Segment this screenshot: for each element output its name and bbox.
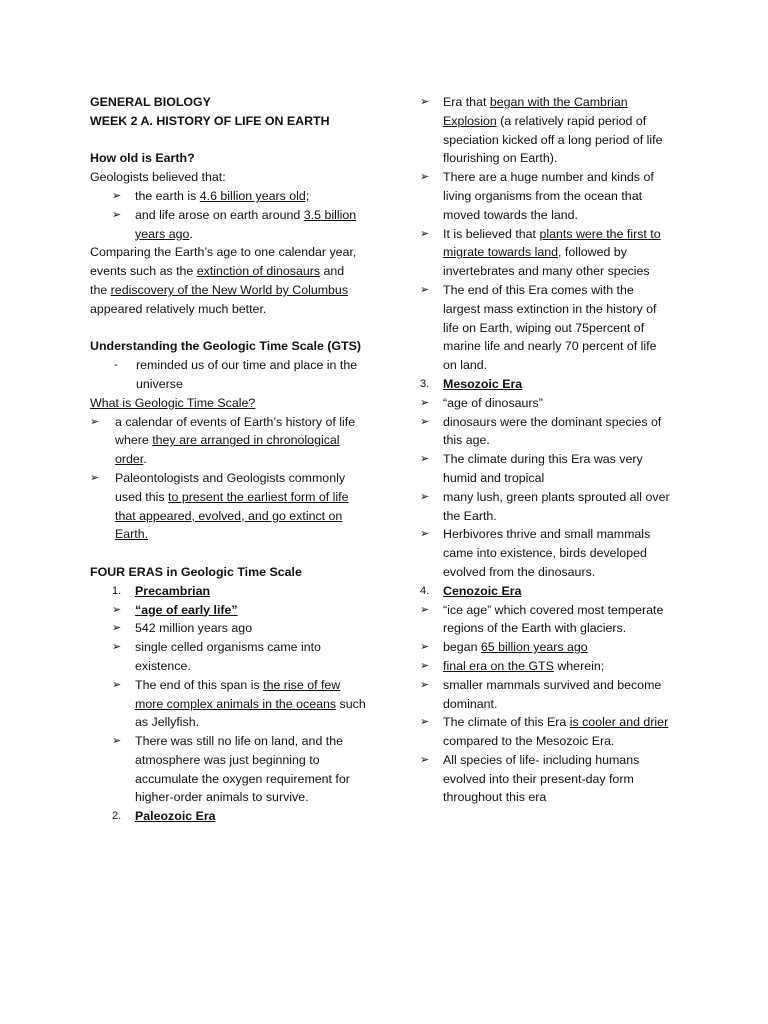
list-item: ➢ “age of dinosaurs” [420, 394, 682, 413]
era-heading-paleozoic: 2. Paleozoic Era [112, 809, 216, 824]
arrow-bullet-icon: ➢ [112, 641, 122, 654]
list-item: - reminded us of our time and place in the universe [114, 358, 358, 391]
list-item: ➢ It is believed that plants were the first to migrate towards land, followed by invertebrates and many other species [420, 226, 661, 279]
arrow-bullet-icon: ➢ [112, 603, 122, 616]
arrow-bullet-icon: ➢ [112, 622, 122, 635]
list-item: ➢ Herbivores thrive and small mammals came into existence, birds developed evolved from the dinosaurs. [420, 527, 651, 579]
heading-gts: Understanding the Geologic Time Scale (GTS) [90, 339, 362, 354]
paragraph-line: the rediscovery of the New World by Columbus [90, 282, 349, 297]
arrow-bullet-icon: ➢ [112, 735, 122, 748]
list-item: ➢ many lush, green plants sprouted all over the Earth. [420, 489, 670, 523]
paragraph-line: events such as the extinction of dinosaurs and [90, 264, 345, 279]
paragraph-line: Comparing the Earth’s age to one calendar year, [90, 245, 357, 260]
arrow-bullet-icon: ➢ [420, 283, 430, 296]
arrow-bullet-icon: ➢ [112, 208, 122, 221]
arrow-bullet-icon: ➢ [420, 415, 430, 428]
era-heading-mesozoic: 3. Mesozoic Era [420, 376, 523, 391]
list-item: ➢ The end of this Era comes with the largest mass extinction in the history of life on Earth, wiping out 75percent of marine life and nearly 70 percent of life on land. [420, 282, 657, 373]
geologists-text: Geologists believed that: [90, 170, 226, 185]
list-item: ➢ All species of life- including humans evolved into their present-day form throughout this era [420, 752, 640, 805]
arrow-bullet-icon: ➢ [420, 453, 430, 466]
list-item: ➢ 542 million years ago [90, 619, 375, 638]
arrow-bullet-icon: ➢ [420, 659, 430, 672]
arrow-bullet-icon: ➢ [420, 603, 430, 616]
arrow-bullet-icon: ➢ [420, 96, 430, 108]
list-item: ➢ and life arose on earth around 3.5 billion years ago. [112, 207, 357, 241]
arrow-bullet-icon: ➢ [112, 678, 122, 691]
heading-four-eras: FOUR ERAS in Geologic Time Scale [90, 564, 302, 579]
list-item: ➢ the earth is 4.6 billion years old; [90, 187, 375, 206]
era-heading-precambrian: 1. Precambrian [112, 583, 211, 598]
arrow-bullet-icon: ➢ [420, 641, 430, 654]
list-item: ➢ a calendar of events of Earth’s history of life where they are arranged in chronological order. [90, 414, 356, 467]
era-heading-cenozoic: 4. Cenozoic Era [420, 583, 522, 598]
arrow-bullet-icon: ➢ [420, 171, 430, 184]
arrow-bullet-icon: ➢ [420, 716, 430, 729]
list-item: ➢ Paleontologists and Geologists commonly used this to present the earliest form of life that appeared, evolved, and go extinct on Earth. [90, 470, 349, 542]
list-item: ➢ single celled organisms came into existence. [112, 640, 321, 673]
list-item: ➢ final era on the GTS wherein; [420, 657, 682, 676]
list-item: ➢ There was still no life on land, and the atmosphere was just beginning to accumulate the oxygen requirement for higher-order animals to survive. [112, 734, 350, 805]
arrow-bullet-icon: ➢ [112, 189, 122, 202]
list-item: ➢ The end of this span is the rise of few more complex animals in the oceans such as Jellyfish. [112, 677, 366, 730]
arrow-bullet-icon: ➢ [420, 678, 430, 691]
arrow-bullet-icon: ➢ [420, 528, 430, 541]
arrow-bullet-icon: ➢ [420, 490, 430, 503]
list-item: ➢ There are a huge number and kinds of living organisms from the ocean that moved towards the land. [420, 170, 654, 222]
arrow-bullet-icon: ➢ [420, 396, 430, 409]
arrow-bullet-icon: ➢ [420, 753, 430, 766]
heading-what-gts: What is Geologic Time Scale? [90, 395, 256, 410]
dash-bullet-icon: - [114, 359, 118, 372]
arrow-bullet-icon: ➢ [90, 471, 100, 484]
paragraph-line: appeared relatively much better. [90, 301, 267, 316]
list-item: ➢ “age of early life” [90, 601, 375, 620]
list-item: ➢ began 65 billion years ago [420, 638, 682, 657]
right-column [420, 93, 682, 807]
list-item: ➢ The climate during this Era was very humid and tropical [420, 452, 643, 485]
list-item: ➢ “ice age” which covered most temperate regions of the Earth with glaciers. [420, 602, 664, 636]
doc-title: GENERAL BIOLOGY [90, 95, 211, 109]
arrow-bullet-icon: ➢ [420, 227, 430, 240]
left-column [90, 93, 375, 826]
list-item: ➢ Era that began with the Cambrian Explosion (a relatively rapid period of speciation kicked off a long period of life flourishing on Earth). [420, 95, 663, 166]
list-item: ➢ The climate of this Era is cooler and drier compared to the Mesozoic Era. [420, 715, 669, 749]
list-item: ➢ dinosaurs were the dominant species of this age. [420, 414, 662, 448]
doc-subtitle: WEEK 2 A. HISTORY OF LIFE ON EARTH [90, 113, 330, 128]
heading-earth-age: How old is Earth? [90, 151, 195, 166]
list-item: ➢ smaller mammals survived and become dominant. [420, 677, 662, 711]
arrow-bullet-icon: ➢ [90, 415, 100, 428]
